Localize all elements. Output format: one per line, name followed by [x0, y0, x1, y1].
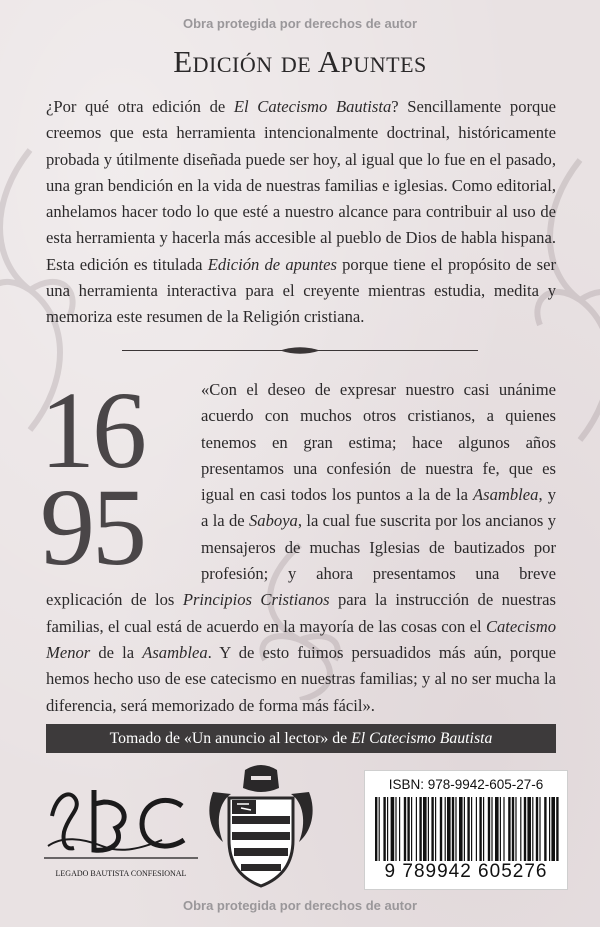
- quote-text-6: . Y de esto fuimos persuadidos más aún, porque hemos hecho uso de ese catecismo en nuestras familias; y al no ser mucha la diferencia, será memorizado de forma más fácil».: [46, 642, 556, 715]
- barcode-bar: [476, 797, 477, 861]
- barcode-bar: [471, 797, 472, 861]
- quote-saboya: Saboya: [249, 511, 298, 531]
- quote-asamblea-1: Asamblea: [473, 485, 539, 505]
- barcode-bar: [407, 797, 409, 861]
- barcode-digits: 9 789942 605276: [384, 861, 548, 882]
- barcode-bar: [500, 797, 501, 861]
- barcode-bar: [459, 797, 463, 861]
- barcode-bar: [416, 797, 417, 861]
- quote-text-3: , la cual fue suscrita por los ancianos y mensajeros de muchas Iglesias de bautizados por profesión; y ahora presentamos una breve explicación de los: [46, 511, 556, 610]
- divider-ornament-icon: [280, 345, 320, 356]
- barcode-bar: [445, 797, 446, 861]
- barcode-bar: [383, 797, 385, 861]
- barcode-bar: [520, 797, 521, 861]
- barcode-bar: [491, 797, 492, 861]
- isbn-label: ISBN: 978-9942-605-27-6: [388, 777, 544, 792]
- year-spacer: [46, 377, 201, 585]
- quote-text-4: para la instrucción de nuestras familias, el cual está de acuerdo en la mayoría de las cosas con el: [46, 590, 557, 636]
- isbn-barcode: [364, 770, 568, 890]
- quote-text-2: , y a la de: [201, 485, 556, 531]
- barcode-bar: [435, 797, 436, 861]
- source-book-title: El Catecismo Bautista: [351, 730, 493, 747]
- quote-source-bar: [46, 724, 556, 753]
- barcode-bar: [387, 797, 388, 861]
- barcode-bar: [440, 797, 442, 861]
- barcode-bar: [411, 797, 412, 861]
- page-title: Edición de Apuntes: [173, 44, 427, 79]
- barcode-bar: [428, 797, 429, 861]
- barcode-bar: [549, 797, 550, 861]
- intro-text-3: porque tiene el propósito de ser una herramienta interactiva para el creyente mientras estudia, medita y memoriza este resumen de la Religión cristiana.: [46, 254, 556, 327]
- barcode-bar: [495, 797, 499, 861]
- barcode-bar: [404, 797, 406, 861]
- year-digits-bottom: 95: [40, 466, 144, 588]
- barcode-bar: [399, 797, 400, 861]
- barcode-bar: [503, 797, 504, 861]
- logo-caption: LEGADO BAUTISTA CONFESIONAL: [55, 869, 187, 878]
- barcode-bar: [524, 797, 526, 861]
- barcode-bar: [375, 797, 377, 861]
- barcode-bar: [467, 797, 469, 861]
- quote-catecismo-menor: Catecismo Menor: [46, 616, 556, 662]
- intro-text-2: ? Sencillamente porque creemos que esta herramienta intencionalmente doctrinal, históricamente probada y útilmente diseñada puede ser hoy, al igual que lo fue en el pasado, una gran bendición en la vida de nuestras familias e iglesias. Como editorial, anhelamos hacer todo lo que esté a nuestro alcance para contribuir al uso de esta herramienta y hacerla más accesible al pueblo de Dios de habla hispana. Esta edición es titulada: [46, 97, 556, 274]
- barcode-bar: [447, 797, 451, 861]
- coat-of-arms-icon: [205, 762, 317, 892]
- barcode-bar: [419, 797, 421, 861]
- barcode-bar: [544, 797, 546, 861]
- quote-text-1: «Con el deseo de expresar nuestro casi unánime acuerdo con muchos otros cristianos, a quienes tenemos en gran estima; hace algunos años presentamos una confesión de nuestra fe, que es igual en casi todos los puntos a la de la: [201, 380, 556, 505]
- copyright-watermark-bottom: Obra protegida por derechos de autor: [182, 898, 418, 913]
- barcode-bar: [556, 797, 558, 861]
- barcode-bar: [551, 797, 555, 861]
- intro-paragraph: [46, 94, 556, 331]
- barcode-bar: [512, 797, 514, 861]
- quote-text-5: de la: [90, 642, 143, 662]
- barcode-bar: [536, 797, 538, 861]
- barcode-bar: [464, 797, 465, 861]
- year-digits-top: 16: [40, 369, 144, 491]
- intro-book-title: El Catecismo Bautista: [233, 97, 392, 116]
- barcode-bar: [391, 797, 395, 861]
- barcode-bar: [455, 797, 456, 861]
- quote-principios: Principios Cristianos: [182, 590, 330, 610]
- barcode-bar: [379, 797, 380, 861]
- publisher-logo: [42, 776, 200, 888]
- barcode-bar: [479, 797, 481, 861]
- barcode-bar: [532, 797, 533, 861]
- barcode-bar: [488, 797, 490, 861]
- barcode-bar: [452, 797, 454, 861]
- barcode-bar: [527, 797, 531, 861]
- quote-asamblea-2: Asamblea: [142, 642, 208, 662]
- intro-text-1: ¿Por qué otra edición de: [46, 97, 234, 116]
- source-prefix: Tomado de «Un anuncio al lector» de: [109, 730, 352, 747]
- barcode-bar: [431, 797, 433, 861]
- copyright-watermark-top: Obra protegida por derechos de autor: [182, 16, 418, 31]
- barcode-bar: [508, 797, 510, 861]
- barcode-bar: [483, 797, 484, 861]
- barcode-bar: [395, 797, 396, 861]
- barcode-bar: [423, 797, 427, 861]
- intro-edition-title: Edición de apuntes: [207, 254, 337, 274]
- barcode-bar: [515, 797, 516, 861]
- historical-quote: [46, 377, 556, 719]
- barcode-bar: [539, 797, 540, 861]
- barcode-bars: [375, 797, 559, 861]
